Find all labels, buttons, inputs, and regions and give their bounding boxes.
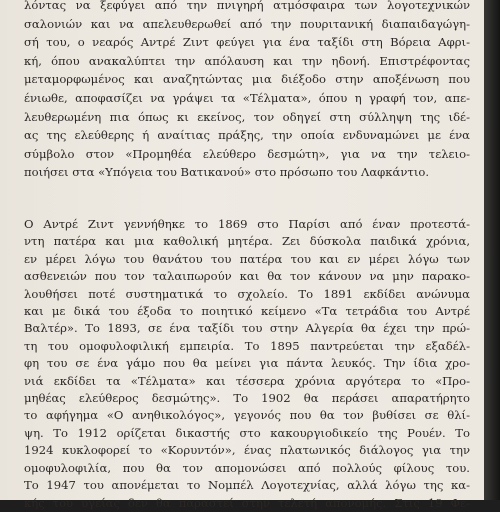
text-line: φη του σε ένα γάμο που θα μείνει για πάντα λευκός. Την ίδια χρο- — [24, 356, 470, 371]
text-line: σή του, ο νεαρός Αντρέ Ζιντ φεύγει για ένα ταξίδι στη Βόρεια Αφρι- — [24, 35, 470, 50]
text-line: 1924 κυκλοφορεί το «Κορυντόν», ένας πλατωνικός διάλογος για την — [24, 443, 470, 458]
text-line: Το 1947 του απονέμεται το Νομπέλ Λογοτεχνίας, αλλά λόγω της κα- — [24, 478, 470, 493]
text-line: τη του ομοφυλοφιλική εμπειρία. Το 1895 παντρεύεται την εξαδέλ- — [24, 338, 470, 353]
text-line: Ο Αντρέ Ζιντ γεννήθηκε το 1869 στο Παρίσι από έναν προτεστά- — [24, 217, 470, 231]
paragraph-intro — [24, 0, 470, 182]
text-line: ένιωθε, αποφασίζει να γράψει τα «Τέλματα», όπου η γραφή τον, απε- — [24, 90, 470, 105]
text-line: ντη πατέρα και μια καθολική μητέρα. Ζει δύσκολα παιδικά χρόνια, — [24, 234, 470, 249]
page-edge-shadow — [484, 0, 500, 500]
text-line: ψη. Το 1912 ορίζεται δικαστής στο κακουργιοδικείο της Ρουέν. Το — [24, 425, 470, 440]
text-line: ποιήσει στα «Υπόγεια του Βατικανού» στο πρόσωπο του Λαφκάντιο. — [24, 165, 430, 180]
text-line: μηθέας ελεύθερος δεσμώτης». Το 1902 θα περάσει απαρατήρητο — [24, 391, 470, 406]
text-line: κή, όπου ανακαλύπτει την απόλαυση και την ηδονή. Επιστρέφοντας — [24, 53, 470, 68]
text-line: κής του υγείας δεν θα παραστεί στην τελετή απονομής. Στις 19 Φε- — [24, 495, 470, 510]
text-line: Βαλτέρ». Το 1893, σε ένα ταξίδι του στην Αλγερία θα έχει την πρώ- — [24, 321, 470, 336]
text-line: λευθερωμένη πια όπως κι εκείνος, τον οδηγεί στη σύλληψη της ιδέ- — [24, 109, 470, 124]
text-line: το αφήγημα «Ο ανηθικολόγος», γεγονός που θα τον βυθίσει σε θλί- — [24, 408, 470, 423]
paragraph-biography — [24, 216, 470, 512]
text-line: λόντας να ξεφύγει από την πνιγηρή ατμόσφαιρα των λογοτεχνικών — [24, 0, 470, 12]
text-line: ασθενειών που τον ταλαιπωρούν και θα τον κάνουν να μην παρακο- — [24, 269, 470, 284]
text-line: εν μέρει λόγω του θανάτου του πατέρα του και εν μέρει λόγω των — [24, 251, 470, 266]
text-line: σύμβολο στον «Προμηθέα ελεύθερο δεσμώτη», για να την τελειο- — [24, 146, 470, 161]
text-line: μεταμορφωμένος και αναζητώντας μια διέξοδο στην αποξένωση που — [24, 72, 470, 87]
text-line: ομοφυλοφιλία, που θα τον απομονώσει από πολλούς φίλους του. — [24, 460, 470, 475]
text-line: λουθήσει ποτέ συστηματικά το σχολείο. Το 1891 εκδίδει ανώνυμα — [24, 286, 470, 301]
text-line: και με δικά του έξοδα το ποιητικό κείμενο «Τα τετράδια του Αντρέ — [24, 304, 470, 319]
text-line: ας της ελεύθερης ή αναίτιας πράξης, την οποία ενδυναμώνει με ένα — [24, 128, 470, 143]
text-line: νιά εκδίδει τα «Τέλματα» και τέσσερα χρόνια αργότερα το «Προ- — [24, 373, 470, 388]
text-line: σαλονιών και να απελευθερωθεί από την πουριτανική διαπαιδαγώγη- — [24, 16, 470, 31]
